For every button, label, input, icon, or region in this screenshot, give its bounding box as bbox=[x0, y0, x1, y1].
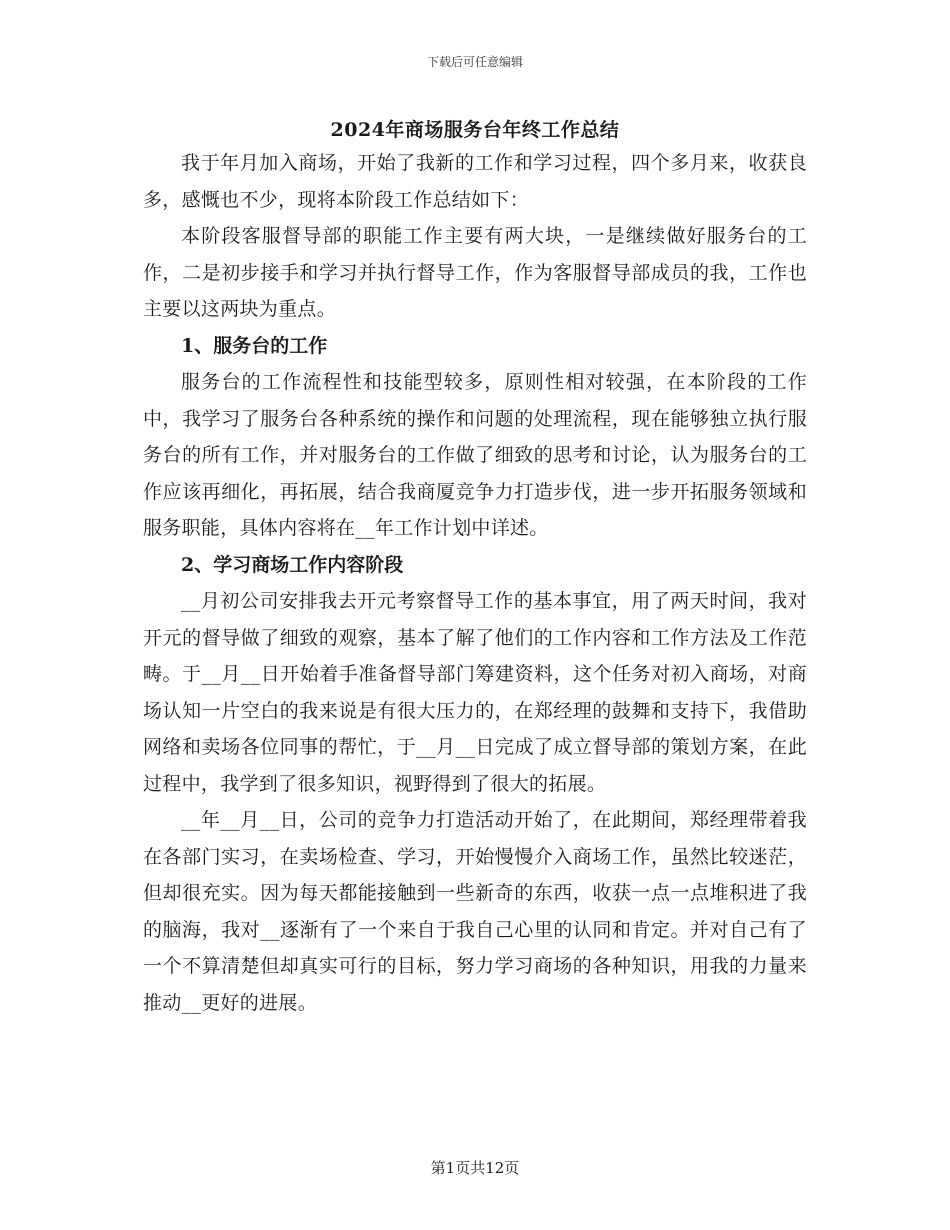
page-number: 第1页共12页 bbox=[430, 1159, 520, 1177]
paragraph-intro: 我于年月加入商场，开始了我新的工作和学习过程，四个多月来，收获良多，感慨也不少，现将本阶段工作总结如下： bbox=[143, 152, 807, 211]
section-heading-learning: 2、学习商场工作内容阶段 bbox=[181, 553, 404, 576]
section-heading-service-desk: 1、服务台的工作 bbox=[181, 334, 328, 357]
paragraph-learning-1: __月初公司安排我去开元考察督导工作的基本事宜，用了两天时间，我对开元的督导做了细致的观察，基本了解了他们的工作内容和工作方法及工作范畴。于__月__日开始着手准备督导部门筹建资料，这个任务对初入商场，对商场认知一片空白的我来说是有很大压力的，在郑经理的鼓舞和支持下，我借助网络和卖场各位同事的帮忙，于__月__日完成了成立督导部的策划方案，在此过程中，我学到了很多知识，视野得到了很大的拓展。 bbox=[143, 590, 807, 795]
document-title: 2024年商场服务台年终工作总结 bbox=[330, 119, 620, 141]
header-note: 下载后可任意编辑 bbox=[426, 55, 523, 69]
document-body bbox=[143, 145, 807, 1021]
paragraph-service-desk: 服务台的工作流程性和技能型较多，原则性相对较强，在本阶段的工作中，我学习了服务台各种系统的操作和问题的处理流程，现在能够独立执行服务台的所有工作，并对服务台的工作做了细致的思考和讨论，认为服务台的工作应该再细化，再拓展，结合我商厦竞争力打造步伐，进一步开拓服务领域和服务职能，具体内容将在__年工作计划中详述。 bbox=[143, 371, 807, 539]
paragraph-learning-2: __年__月__日，公司的竞争力打造活动开始了，在此期间，郑经理带着我在各部门实习，在卖场检查、学习，开始慢慢介入商场工作，虽然比较迷茫，但却很充实。因为每天都能接触到一些新奇的东西，收获一点一点堆积进了我的脑海，我对__逐渐有了一个来自于我自己心里的认同和肯定。并对自己有了一个不算清楚但却真实可行的目标，努力学习商场的各种知识，用我的力量来推动__更好的进展。 bbox=[143, 809, 807, 1014]
paragraph-overview: 本阶段客服督导部的职能工作主要有两大块，一是继续做好服务台的工作，二是初步接手和学习并执行督导工作，作为客服督导部成员的我，工作也主要以这两块为重点。 bbox=[143, 225, 807, 320]
